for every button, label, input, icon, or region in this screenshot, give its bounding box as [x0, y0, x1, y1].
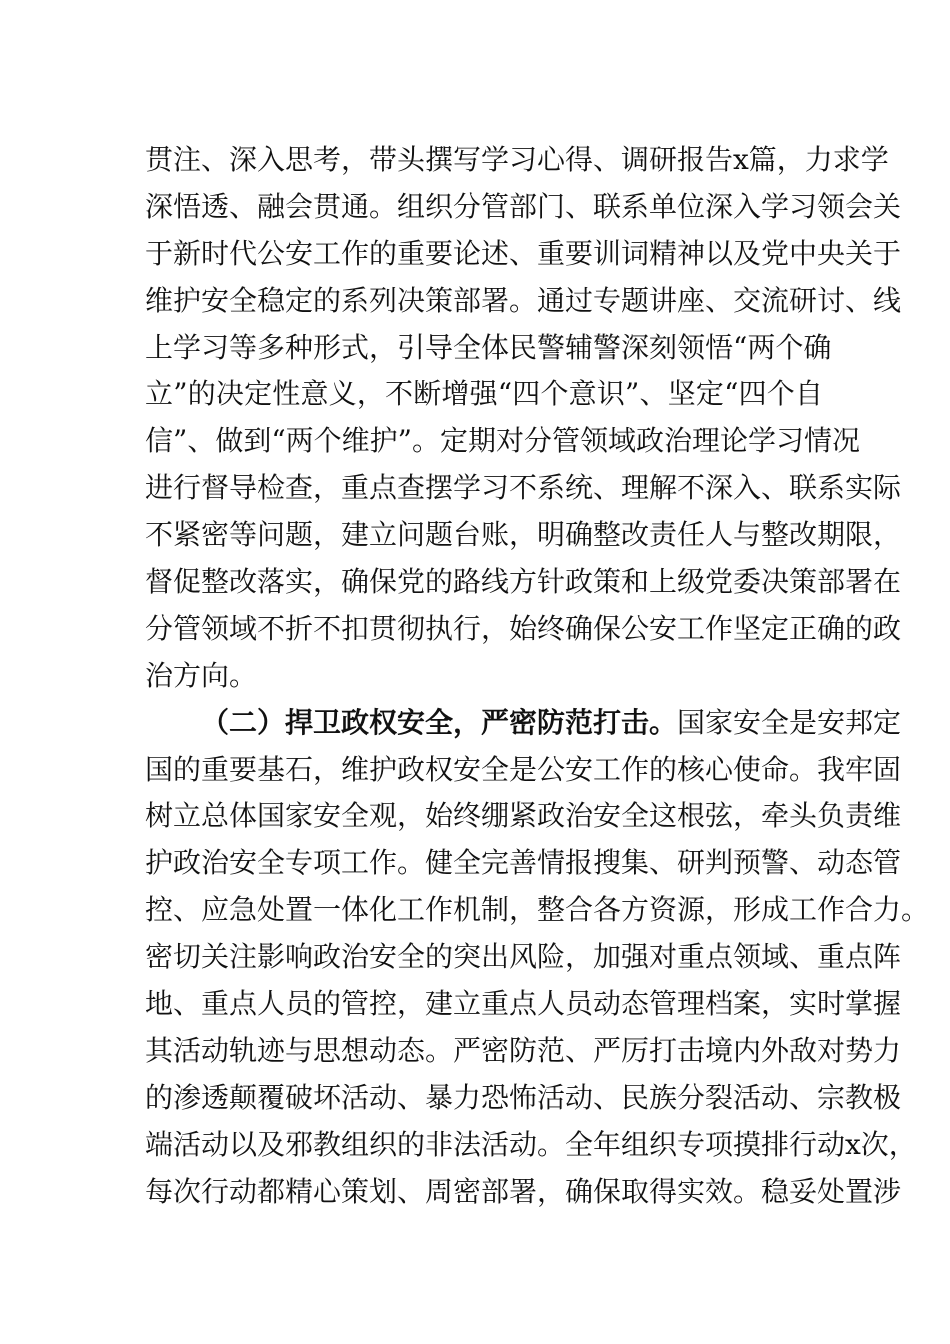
- text-line: 端活动以及邪教组织的非法活动。全年组织专项摸排行动x次，: [145, 1127, 917, 1161]
- paragraph-2: [145, 700, 930, 1216]
- text-line: 立”的决定性意义，不断增强“四个意识”、坚定“四个自: [145, 377, 823, 411]
- text-line: 的渗透颠覆破坏活动、暴力恐怖活动、民族分裂活动、宗教极: [145, 1080, 902, 1114]
- text-line: 国家安全是安邦定: [677, 705, 902, 739]
- document-page: [145, 137, 930, 1215]
- text-line: 不紧密等问题，建立问题台账，明确整改责任人与整改期限，: [145, 518, 902, 552]
- text-line: 国的重要基石，维护政权安全是公安工作的核心使命。我牢固: [145, 752, 902, 786]
- text-line: 控、应急处置一体化工作机制，整合各方资源，形成工作合力。: [145, 893, 930, 927]
- section-heading: （二）捍卫政权安全，严密防范打击。: [201, 705, 678, 739]
- text-line: 上学习等多种形式，引导全体民警辅警深刻领悟“两个确: [145, 330, 832, 364]
- text-line: 治方向。: [145, 658, 258, 692]
- text-line: 督促整改落实，确保党的路线方针政策和上级党委决策部署在: [145, 565, 902, 599]
- text-line: 进行督导检查，重点查摆学习不系统、理解不深入、联系实际: [145, 471, 902, 505]
- text-line: 维护安全稳定的系列决策部署。通过专题讲座、交流研讨、线: [145, 283, 902, 317]
- text-line: 其活动轨迹与思想动态。严密防范、严厉打击境内外敌对势力: [145, 1033, 902, 1067]
- text-line: 深悟透、融会贯通。组织分管部门、联系单位深入学习领会关: [145, 189, 902, 223]
- text-line: 树立总体国家安全观，始终绷紧政治安全这根弦，牵头负责维: [145, 799, 902, 833]
- text-line: 信”、做到“两个维护”。定期对分管领域政治理论学习情况: [145, 424, 860, 458]
- paragraph-1: [145, 137, 902, 700]
- text-line: 护政治安全专项工作。健全完善情报搜集、研判预警、动态管: [145, 846, 902, 880]
- section-heading-line: [145, 700, 902, 747]
- text-line: 贯注、深入思考，带头撰写学习心得、调研报告x篇，力求学: [145, 143, 889, 176]
- text-line: 地、重点人员的管控，建立重点人员动态管理档案，实时掌握: [145, 987, 902, 1021]
- text-line: 密切关注影响政治安全的突出风险，加强对重点领域、重点阵: [145, 940, 902, 974]
- text-line: 于新时代公安工作的重要论述、重要训词精神以及党中央关于: [145, 236, 902, 270]
- text-line: 每次行动都精心策划、周密部署，确保取得实效。稳妥处置涉: [145, 1174, 902, 1208]
- text-line: 分管领域不折不扣贯彻执行，始终确保公安工作坚定正确的政: [145, 611, 902, 645]
